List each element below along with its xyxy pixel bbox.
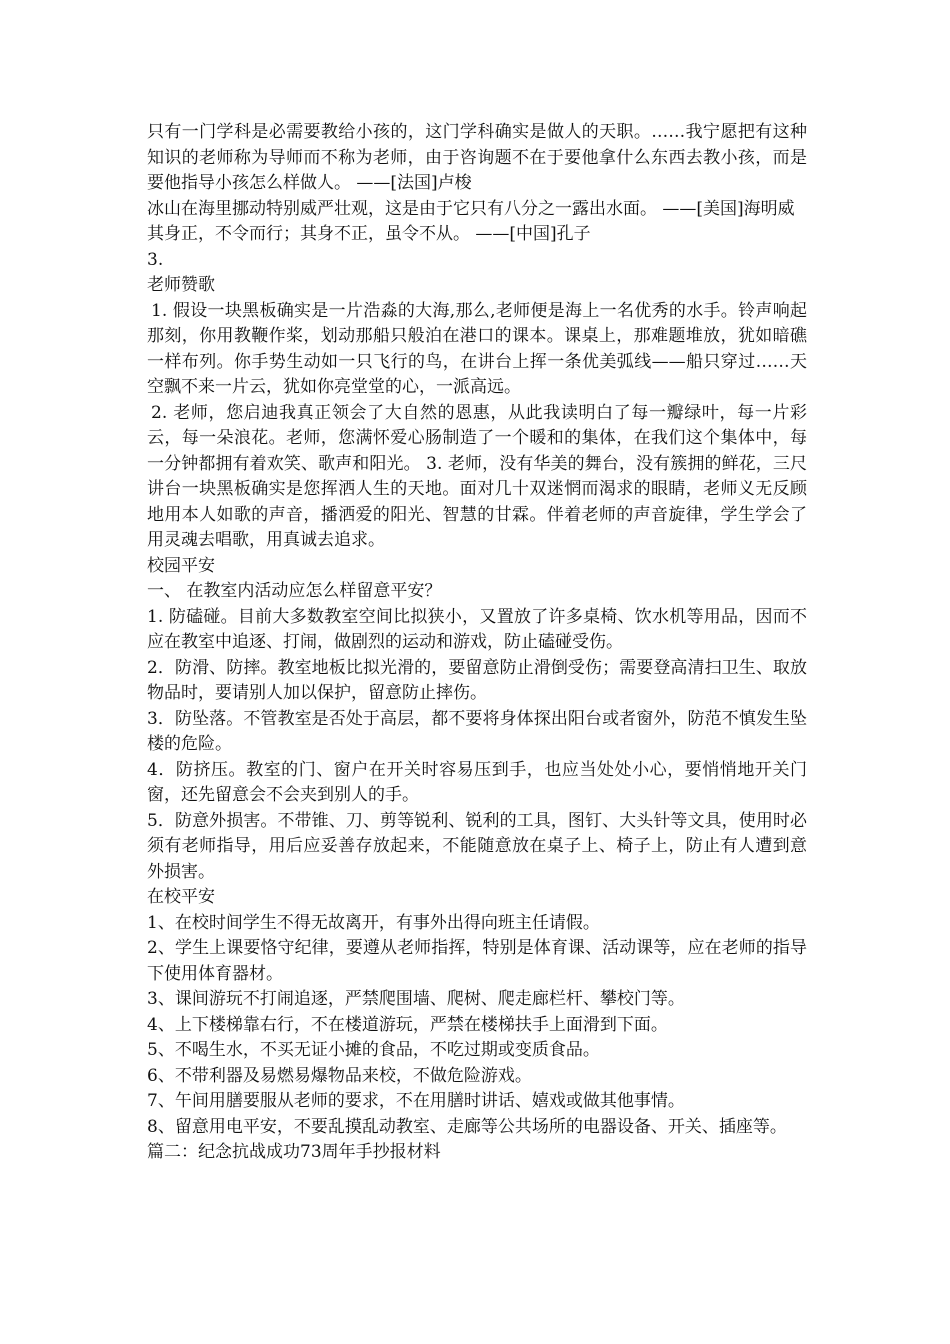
quote-hemingway: 冰山在海里挪动特别威严壮观，这是由于它只有八分之一露出水面。 ——[美国]海明威 — [147, 198, 795, 219]
school-safety-item: 3、课间游玩不打闹追逐，严禁爬围墙、爬树、爬走廊栏杆、攀校门等。 — [147, 989, 685, 1009]
school-safety-item: 7、午间用膳要服从老师的要求，不在用膳时讲话、嬉戏或做其他事情。 — [147, 1091, 685, 1111]
praise-paragraph-1: 1. 假设一块黑板确实是一片浩淼的大海,那么,老师便是海上一名优秀的水手。铃声响起那刻，你用教鞭作桨，划动那船只般泊在港口的课本。课桌上，那难题堆放，犹如暗礁一样布列。你手势生动如一只飞行的鸟，在讲台上挥一条优美弧线——船只穿过……天空飘不来一片云，犹如你亮堂堂的心，一派高远。 — [147, 300, 807, 397]
campus-safety-item: 5．防意外损害。不带锥、刀、剪等锐利、锐利的工具，图钉、大头针等文具，使用时必须有老师指导，用后应妥善存放起来，不能随意放在桌子上、椅子上，防止有人遭到意外损害。 — [147, 810, 807, 882]
campus-safety-item: 2．防滑、防摔。教室地板比拟光滑的，要留意防止滑倒受伤；需要登高清扫卫生、取放物品时，要请别人加以保护，留意防止摔伤。 — [147, 657, 807, 703]
campus-safety-item: 3．防坠落。不管教室是否处于高层，都不要将身体探出阳台或者窗外，防范不慎发生坠楼的危险。 — [147, 708, 807, 754]
praise-paragraph-2: 2. 老师，您启迪我真正领会了大自然的恩惠，从此我读明白了每一瓣绿叶，每一片彩云，每一朵浪花。老师，您满怀爱心肠制造了一个暖和的集体，在我们这个集体中，每一分钟都拥有着欢笑、歌声和阳光。 3. 老师，没有华美的舞台，没有簇拥的鲜花，三尺讲台一块黑板确实是您挥洒人生的天地。面对几十双迷惘而渴求的眼睛，老师义无反顾地用本人如歌的声音，播洒爱的阳光、智慧的甘霖。伴着老师的声音旋律，学生学会了用灵魂去唱歌，用真诚去追求。 — [147, 402, 807, 550]
quote-confucius: 其身正，不令而行；其身不正，虽令不从。 ——[中国]孔子 — [147, 224, 591, 244]
next-article-heading: 篇二：纪念抗战成功73周年手抄报材料 — [147, 1142, 441, 1162]
section-number: 3. — [147, 249, 164, 270]
section-title-campus-safety: 校园平安 — [147, 555, 215, 576]
campus-safety-item: 4．防挤压。教室的门、窗户在开关时容易压到手，也应当处处小心，要悄悄地开关门窗，还先留意会不会夹到别人的手。 — [147, 759, 807, 805]
school-safety-item: 8、留意用电平安，不要乱摸乱动教室、走廊等公共场所的电器设备、开关、插座等。 — [147, 1116, 787, 1137]
school-safety-item: 6、不带利器及易燃易爆物品来校，不做危险游戏。 — [147, 1065, 532, 1086]
school-safety-item: 2、学生上课要恪守纪律，要遵从老师指挥，特别是体育课、活动课等，应在老师的指导下使用体育器材。 — [147, 938, 807, 984]
quote-rousseau: 只有一门学科是必需要教给小孩的，这门学科确实是做人的天职。……我宁愿把有这种知识的老师称为导师而不称为老师，由于咨询题不在于要他拿什么东西去教小孩，而是要他指导小孩怎么样做人。 ——[法国]卢梭 — [147, 122, 807, 193]
school-safety-item: 1、在校时间学生不得无故离开，有事外出得向班主任请假。 — [147, 912, 600, 933]
school-safety-item: 4、上下楼梯靠右行，不在楼道游玩，严禁在楼梯扶手上面滑到下面。 — [147, 1014, 668, 1035]
campus-safety-item: 1. 防磕碰。目前大多数教室空间比拟狭小，又置放了许多桌椅、饮水机等用品，因而不应在教室中追逐、打闹，做剧烈的运动和游戏，防止磕碰受伤。 — [147, 606, 807, 652]
school-safety-item: 5、不喝生水，不买无证小摊的食品，不吃过期或变质食品。 — [147, 1040, 600, 1060]
campus-safety-question: 一、 在教室内活动应怎么样留意平安？ — [147, 581, 442, 601]
section-title-school-safety: 在校平安 — [147, 887, 215, 907]
document-body — [147, 120, 807, 1166]
section-title-teacher-praise: 老师赞歌 — [147, 275, 215, 295]
